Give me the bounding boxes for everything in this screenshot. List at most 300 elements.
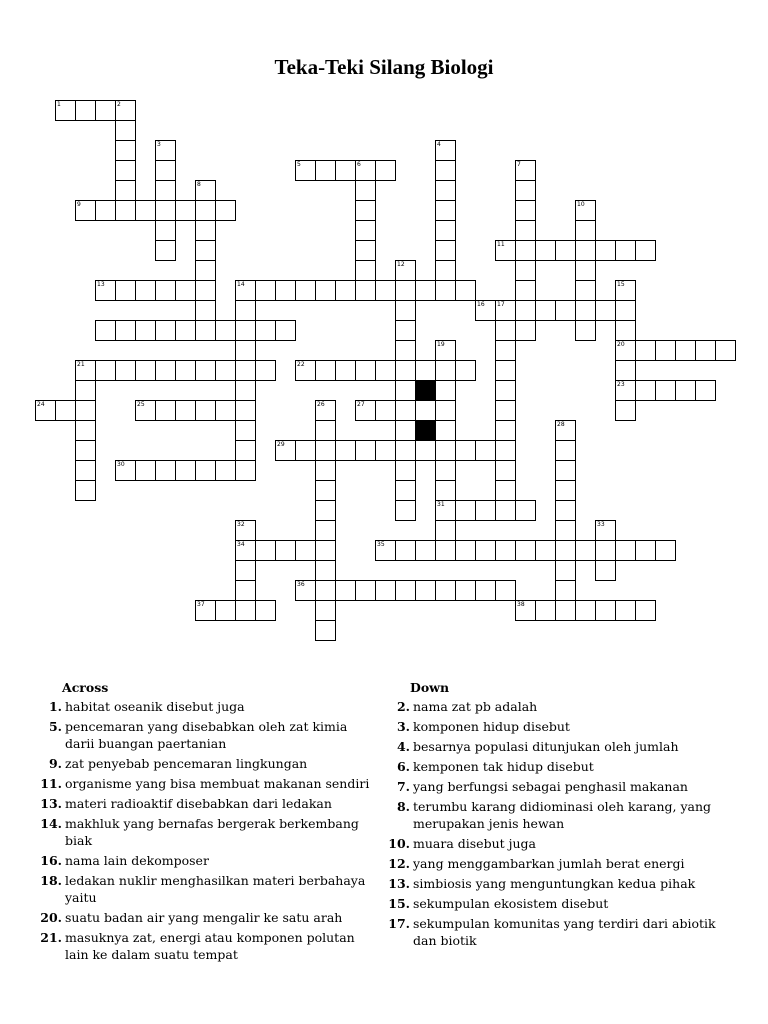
grid-cell[interactable] xyxy=(195,320,216,341)
grid-cell[interactable] xyxy=(435,400,456,421)
grid-cell[interactable] xyxy=(75,440,96,461)
grid-cell[interactable] xyxy=(555,240,576,261)
grid-cell[interactable] xyxy=(395,540,416,561)
clue-text: simbiosis yang menguntungkan kedua pihak xyxy=(413,876,696,891)
grid-cell[interactable] xyxy=(575,320,596,341)
grid-cell[interactable] xyxy=(395,360,416,381)
grid-number: 32 xyxy=(237,521,245,528)
grid-cell[interactable] xyxy=(555,580,576,601)
grid-cell[interactable] xyxy=(315,620,336,641)
clue-text: makhluk yang bernafas bergerak berkembang biak xyxy=(65,816,359,848)
grid-cell[interactable] xyxy=(135,280,156,301)
grid-cell[interactable] xyxy=(615,380,636,401)
grid-cell[interactable] xyxy=(375,400,396,421)
grid-cell[interactable] xyxy=(115,120,136,141)
grid-cell[interactable] xyxy=(255,280,276,301)
grid-cell[interactable] xyxy=(435,580,456,601)
grid-cell[interactable] xyxy=(235,540,256,561)
grid-cell[interactable] xyxy=(415,400,436,421)
grid-cell[interactable] xyxy=(495,500,516,521)
grid-cell[interactable] xyxy=(75,380,96,401)
grid-cell[interactable] xyxy=(115,180,136,201)
grid-cell[interactable] xyxy=(235,580,256,601)
down-clue xyxy=(388,758,733,775)
grid-cell[interactable] xyxy=(515,160,536,181)
grid-block xyxy=(415,420,436,441)
grid-cell[interactable] xyxy=(495,300,516,321)
grid-cell[interactable] xyxy=(75,420,96,441)
grid-cell[interactable] xyxy=(595,600,616,621)
grid-cell[interactable] xyxy=(355,240,376,261)
grid-cell[interactable] xyxy=(295,280,316,301)
grid-cell[interactable] xyxy=(435,280,456,301)
grid-cell[interactable] xyxy=(315,540,336,561)
grid-cell[interactable] xyxy=(315,560,336,581)
grid-number: 30 xyxy=(117,461,125,468)
grid-cell[interactable] xyxy=(575,220,596,241)
grid-cell[interactable] xyxy=(75,200,96,221)
grid-cell[interactable] xyxy=(495,400,516,421)
grid-cell[interactable] xyxy=(295,160,316,181)
grid-cell[interactable] xyxy=(375,580,396,601)
grid-cell[interactable] xyxy=(555,520,576,541)
grid-cell[interactable] xyxy=(675,340,696,361)
grid-cell[interactable] xyxy=(295,580,316,601)
grid-cell[interactable] xyxy=(235,460,256,481)
grid-cell[interactable] xyxy=(415,580,436,601)
grid-cell[interactable] xyxy=(435,500,456,521)
grid-cell[interactable] xyxy=(515,280,536,301)
grid-cell[interactable] xyxy=(435,520,456,541)
grid-cell[interactable] xyxy=(635,340,656,361)
grid-cell[interactable] xyxy=(315,600,336,621)
grid-cell[interactable] xyxy=(75,460,96,481)
across-clues xyxy=(40,680,370,966)
grid-cell[interactable] xyxy=(315,440,336,461)
grid-cell[interactable] xyxy=(115,140,136,161)
grid-cell[interactable] xyxy=(535,540,556,561)
grid-cell[interactable] xyxy=(435,240,456,261)
grid-cell[interactable] xyxy=(335,160,356,181)
grid-cell[interactable] xyxy=(355,200,376,221)
grid-cell[interactable] xyxy=(395,580,416,601)
grid-number: 1 xyxy=(57,101,61,108)
grid-cell[interactable] xyxy=(175,460,196,481)
grid-cell[interactable] xyxy=(355,400,376,421)
grid-cell[interactable] xyxy=(155,240,176,261)
grid-cell[interactable] xyxy=(595,560,616,581)
grid-cell[interactable] xyxy=(435,540,456,561)
grid-cell[interactable] xyxy=(395,500,416,521)
grid-cell[interactable] xyxy=(495,320,516,341)
grid-cell[interactable] xyxy=(415,280,436,301)
grid-cell[interactable] xyxy=(315,160,336,181)
grid-cell[interactable] xyxy=(155,360,176,381)
grid-cell[interactable] xyxy=(455,500,476,521)
grid-cell[interactable] xyxy=(695,340,716,361)
grid-cell[interactable] xyxy=(235,280,256,301)
across-clue xyxy=(40,755,370,772)
grid-cell[interactable] xyxy=(175,360,196,381)
grid-cell[interactable] xyxy=(375,440,396,461)
grid-cell[interactable] xyxy=(395,280,416,301)
grid-cell[interactable] xyxy=(615,600,636,621)
grid-cell[interactable] xyxy=(515,320,536,341)
grid-cell[interactable] xyxy=(115,360,136,381)
grid-cell[interactable] xyxy=(575,600,596,621)
grid-cell[interactable] xyxy=(495,460,516,481)
grid-cell[interactable] xyxy=(155,180,176,201)
grid-cell[interactable] xyxy=(515,600,536,621)
grid-cell[interactable] xyxy=(555,500,576,521)
grid-cell[interactable] xyxy=(55,400,76,421)
grid-cell[interactable] xyxy=(315,480,336,501)
grid-cell[interactable] xyxy=(455,360,476,381)
grid-cell[interactable] xyxy=(335,360,356,381)
grid-cell[interactable] xyxy=(315,460,336,481)
clue-number: 12. xyxy=(388,856,410,871)
grid-cell[interactable] xyxy=(435,380,456,401)
grid-cell[interactable] xyxy=(575,200,596,221)
grid-cell[interactable] xyxy=(495,480,516,501)
grid-cell[interactable] xyxy=(195,240,216,261)
grid-cell[interactable] xyxy=(375,540,396,561)
grid-number: 14 xyxy=(237,281,245,288)
grid-cell[interactable] xyxy=(355,360,376,381)
grid-cell[interactable] xyxy=(275,280,296,301)
grid-cell[interactable] xyxy=(175,320,196,341)
grid-cell[interactable] xyxy=(435,200,456,221)
clue-text: pencemaran yang disebabkan oleh zat kimia darii buangan paertanian xyxy=(65,719,348,751)
grid-cell[interactable] xyxy=(115,100,136,121)
grid-cell[interactable] xyxy=(235,360,256,381)
grid-cell[interactable] xyxy=(635,600,656,621)
clue-number: 2. xyxy=(396,699,410,714)
clue-number: 15. xyxy=(388,896,410,911)
grid-cell[interactable] xyxy=(495,440,516,461)
grid-cell[interactable] xyxy=(335,280,356,301)
page-title: Teka-Teki Silang Biologi xyxy=(274,55,494,79)
grid-cell[interactable] xyxy=(395,300,416,321)
grid-cell[interactable] xyxy=(435,360,456,381)
grid-cell[interactable] xyxy=(415,540,436,561)
grid-cell[interactable] xyxy=(595,240,616,261)
clue-number: 17. xyxy=(388,916,410,931)
grid-cell[interactable] xyxy=(195,260,216,281)
grid-cell[interactable] xyxy=(655,380,676,401)
grid-cell[interactable] xyxy=(395,420,416,441)
grid-cell[interactable] xyxy=(555,300,576,321)
down-clue xyxy=(388,798,733,832)
grid-cell[interactable] xyxy=(575,300,596,321)
grid-cell[interactable] xyxy=(155,160,176,181)
clue-text: muara disebut juga xyxy=(413,836,536,851)
grid-cell[interactable] xyxy=(155,200,176,221)
grid-cell[interactable] xyxy=(615,300,636,321)
grid-cell[interactable] xyxy=(315,500,336,521)
grid-cell[interactable] xyxy=(275,320,296,341)
grid-cell[interactable] xyxy=(435,440,456,461)
grid-cell[interactable] xyxy=(475,580,496,601)
grid-cell[interactable] xyxy=(375,360,396,381)
down-clue xyxy=(388,895,733,912)
grid-cell[interactable] xyxy=(635,380,656,401)
grid-cell[interactable] xyxy=(495,240,516,261)
grid-cell[interactable] xyxy=(435,220,456,241)
grid-cell[interactable] xyxy=(135,360,156,381)
grid-cell[interactable] xyxy=(315,580,336,601)
grid-cell[interactable] xyxy=(555,460,576,481)
clue-number: 21. xyxy=(40,930,62,945)
grid-cell[interactable] xyxy=(455,580,476,601)
grid-cell[interactable] xyxy=(315,520,336,541)
grid-cell[interactable] xyxy=(75,100,96,121)
grid-cell[interactable] xyxy=(435,260,456,281)
grid-cell[interactable] xyxy=(195,220,216,241)
grid-cell[interactable] xyxy=(395,260,416,281)
grid-cell[interactable] xyxy=(275,540,296,561)
grid-cell[interactable] xyxy=(155,460,176,481)
grid-cell[interactable] xyxy=(475,500,496,521)
grid-cell[interactable] xyxy=(595,520,616,541)
grid-cell[interactable] xyxy=(115,320,136,341)
grid-cell[interactable] xyxy=(135,400,156,421)
grid-cell[interactable] xyxy=(555,440,576,461)
across-clue xyxy=(40,929,370,963)
grid-cell[interactable] xyxy=(215,320,236,341)
grid-cell[interactable] xyxy=(395,320,416,341)
grid-cell[interactable] xyxy=(515,300,536,321)
grid-cell[interactable] xyxy=(235,560,256,581)
grid-cell[interactable] xyxy=(235,420,256,441)
grid-cell[interactable] xyxy=(155,220,176,241)
grid-cell[interactable] xyxy=(355,160,376,181)
grid-cell[interactable] xyxy=(195,360,216,381)
grid-cell[interactable] xyxy=(635,540,656,561)
grid-cell[interactable] xyxy=(335,440,356,461)
grid-number: 13 xyxy=(97,281,105,288)
grid-cell[interactable] xyxy=(515,500,536,521)
grid-cell[interactable] xyxy=(615,400,636,421)
grid-cell[interactable] xyxy=(555,560,576,581)
grid-cell[interactable] xyxy=(435,420,456,441)
grid-cell[interactable] xyxy=(615,360,636,381)
grid-cell[interactable] xyxy=(115,160,136,181)
grid-number: 23 xyxy=(617,381,625,388)
grid-cell[interactable] xyxy=(115,460,136,481)
grid-cell[interactable] xyxy=(235,300,256,321)
grid-cell[interactable] xyxy=(615,280,636,301)
grid-cell[interactable] xyxy=(595,300,616,321)
grid-cell[interactable] xyxy=(495,340,516,361)
grid-cell[interactable] xyxy=(395,380,416,401)
grid-cell[interactable] xyxy=(575,260,596,281)
grid-cell[interactable] xyxy=(615,240,636,261)
clue-number: 7. xyxy=(396,779,410,794)
grid-cell[interactable] xyxy=(555,600,576,621)
grid-cell[interactable] xyxy=(495,580,516,601)
clue-text: yang menggambarkan jumlah berat energi xyxy=(413,856,685,871)
grid-cell[interactable] xyxy=(215,200,236,221)
grid-cell[interactable] xyxy=(155,280,176,301)
grid-cell[interactable] xyxy=(535,600,556,621)
grid-cell[interactable] xyxy=(235,440,256,461)
grid-cell[interactable] xyxy=(495,360,516,381)
grid-cell[interactable] xyxy=(315,280,336,301)
grid-cell[interactable] xyxy=(175,400,196,421)
grid-cell[interactable] xyxy=(115,280,136,301)
grid-cell[interactable] xyxy=(575,280,596,301)
grid-cell[interactable] xyxy=(175,200,196,221)
grid-cell[interactable] xyxy=(215,360,236,381)
grid-cell[interactable] xyxy=(455,440,476,461)
grid-cell[interactable] xyxy=(715,340,736,361)
grid-cell[interactable] xyxy=(175,280,196,301)
grid-cell[interactable] xyxy=(655,540,676,561)
grid-cell[interactable] xyxy=(355,280,376,301)
grid-cell[interactable] xyxy=(695,380,716,401)
grid-cell[interactable] xyxy=(295,440,316,461)
clue-number: 20. xyxy=(40,910,62,925)
grid-cell[interactable] xyxy=(515,220,536,241)
grid-cell[interactable] xyxy=(35,400,56,421)
down-clues xyxy=(388,680,733,952)
grid-cell[interactable] xyxy=(355,180,376,201)
grid-cell[interactable] xyxy=(195,180,216,201)
grid-cell[interactable] xyxy=(615,340,636,361)
grid-cell[interactable] xyxy=(455,280,476,301)
grid-cell[interactable] xyxy=(355,260,376,281)
grid-cell[interactable] xyxy=(475,440,496,461)
grid-cell[interactable] xyxy=(335,580,356,601)
grid-cell[interactable] xyxy=(515,260,536,281)
grid-cell[interactable] xyxy=(195,460,216,481)
grid-cell[interactable] xyxy=(235,380,256,401)
grid-cell[interactable] xyxy=(95,100,116,121)
grid-cell[interactable] xyxy=(195,200,216,221)
grid-cell[interactable] xyxy=(215,600,236,621)
grid-cell[interactable] xyxy=(495,380,516,401)
grid-cell[interactable] xyxy=(675,380,696,401)
grid-cell[interactable] xyxy=(315,420,336,441)
grid-cell[interactable] xyxy=(95,280,116,301)
grid-cell[interactable] xyxy=(235,600,256,621)
grid-cell[interactable] xyxy=(455,540,476,561)
grid-cell[interactable] xyxy=(515,540,536,561)
grid-cell[interactable] xyxy=(355,580,376,601)
grid-cell[interactable] xyxy=(615,540,636,561)
grid-cell[interactable] xyxy=(575,540,596,561)
grid-cell[interactable] xyxy=(95,360,116,381)
grid-cell[interactable] xyxy=(235,320,256,341)
grid-cell[interactable] xyxy=(395,440,416,461)
grid-cell[interactable] xyxy=(75,400,96,421)
grid-cell[interactable] xyxy=(355,220,376,241)
grid-cell[interactable] xyxy=(255,600,276,621)
grid-cell[interactable] xyxy=(435,160,456,181)
grid-cell[interactable] xyxy=(535,300,556,321)
grid-cell[interactable] xyxy=(95,200,116,221)
grid-cell[interactable] xyxy=(195,400,216,421)
grid-cell[interactable] xyxy=(55,100,76,121)
grid-cell[interactable] xyxy=(435,340,456,361)
grid-cell[interactable] xyxy=(435,180,456,201)
grid-cell[interactable] xyxy=(295,360,316,381)
grid-cell[interactable] xyxy=(415,440,436,461)
grid-block xyxy=(415,380,436,401)
grid-cell[interactable] xyxy=(195,280,216,301)
grid-cell[interactable] xyxy=(215,400,236,421)
grid-cell[interactable] xyxy=(195,600,216,621)
grid-cell[interactable] xyxy=(135,320,156,341)
grid-cell[interactable] xyxy=(315,400,336,421)
grid-cell[interactable] xyxy=(375,160,396,181)
grid-cell[interactable] xyxy=(555,420,576,441)
grid-cell[interactable] xyxy=(475,300,496,321)
grid-cell[interactable] xyxy=(75,480,96,501)
grid-cell[interactable] xyxy=(235,340,256,361)
grid-cell[interactable] xyxy=(595,540,616,561)
grid-cell[interactable] xyxy=(155,400,176,421)
grid-cell[interactable] xyxy=(155,140,176,161)
grid-cell[interactable] xyxy=(395,480,416,501)
grid-cell[interactable] xyxy=(235,520,256,541)
grid-cell[interactable] xyxy=(655,340,676,361)
grid-cell[interactable] xyxy=(395,460,416,481)
grid-cell[interactable] xyxy=(495,540,516,561)
grid-cell[interactable] xyxy=(375,280,396,301)
grid-cell[interactable] xyxy=(135,200,156,221)
grid-cell[interactable] xyxy=(495,420,516,441)
grid-cell[interactable] xyxy=(195,300,216,321)
clue-number: 5. xyxy=(48,719,62,734)
grid-cell[interactable] xyxy=(95,320,116,341)
down-clue xyxy=(388,778,733,795)
grid-cell[interactable] xyxy=(155,320,176,341)
grid-cell[interactable] xyxy=(435,480,456,501)
grid-cell[interactable] xyxy=(435,140,456,161)
grid-cell[interactable] xyxy=(255,360,276,381)
grid-cell[interactable] xyxy=(475,540,496,561)
grid-cell[interactable] xyxy=(255,320,276,341)
clue-text: komponen hidup disebut xyxy=(413,719,570,734)
grid-cell[interactable] xyxy=(515,200,536,221)
grid-cell[interactable] xyxy=(535,240,556,261)
grid-cell[interactable] xyxy=(555,480,576,501)
grid-number: 8 xyxy=(197,181,201,188)
grid-cell[interactable] xyxy=(215,460,236,481)
grid-cell[interactable] xyxy=(395,340,416,361)
grid-cell[interactable] xyxy=(515,180,536,201)
grid-cell[interactable] xyxy=(635,240,656,261)
grid-cell[interactable] xyxy=(615,320,636,341)
grid-cell[interactable] xyxy=(355,440,376,461)
grid-cell[interactable] xyxy=(515,240,536,261)
grid-cell[interactable] xyxy=(435,460,456,481)
grid-cell[interactable] xyxy=(415,360,436,381)
grid-cell[interactable] xyxy=(115,200,136,221)
grid-cell[interactable] xyxy=(575,240,596,261)
grid-cell[interactable] xyxy=(295,540,316,561)
grid-cell[interactable] xyxy=(135,460,156,481)
grid-cell[interactable] xyxy=(555,540,576,561)
grid-cell[interactable] xyxy=(75,360,96,381)
grid-cell[interactable] xyxy=(275,440,296,461)
grid-cell[interactable] xyxy=(315,360,336,381)
grid-cell[interactable] xyxy=(235,400,256,421)
grid-cell[interactable] xyxy=(255,540,276,561)
grid-cell[interactable] xyxy=(395,400,416,421)
